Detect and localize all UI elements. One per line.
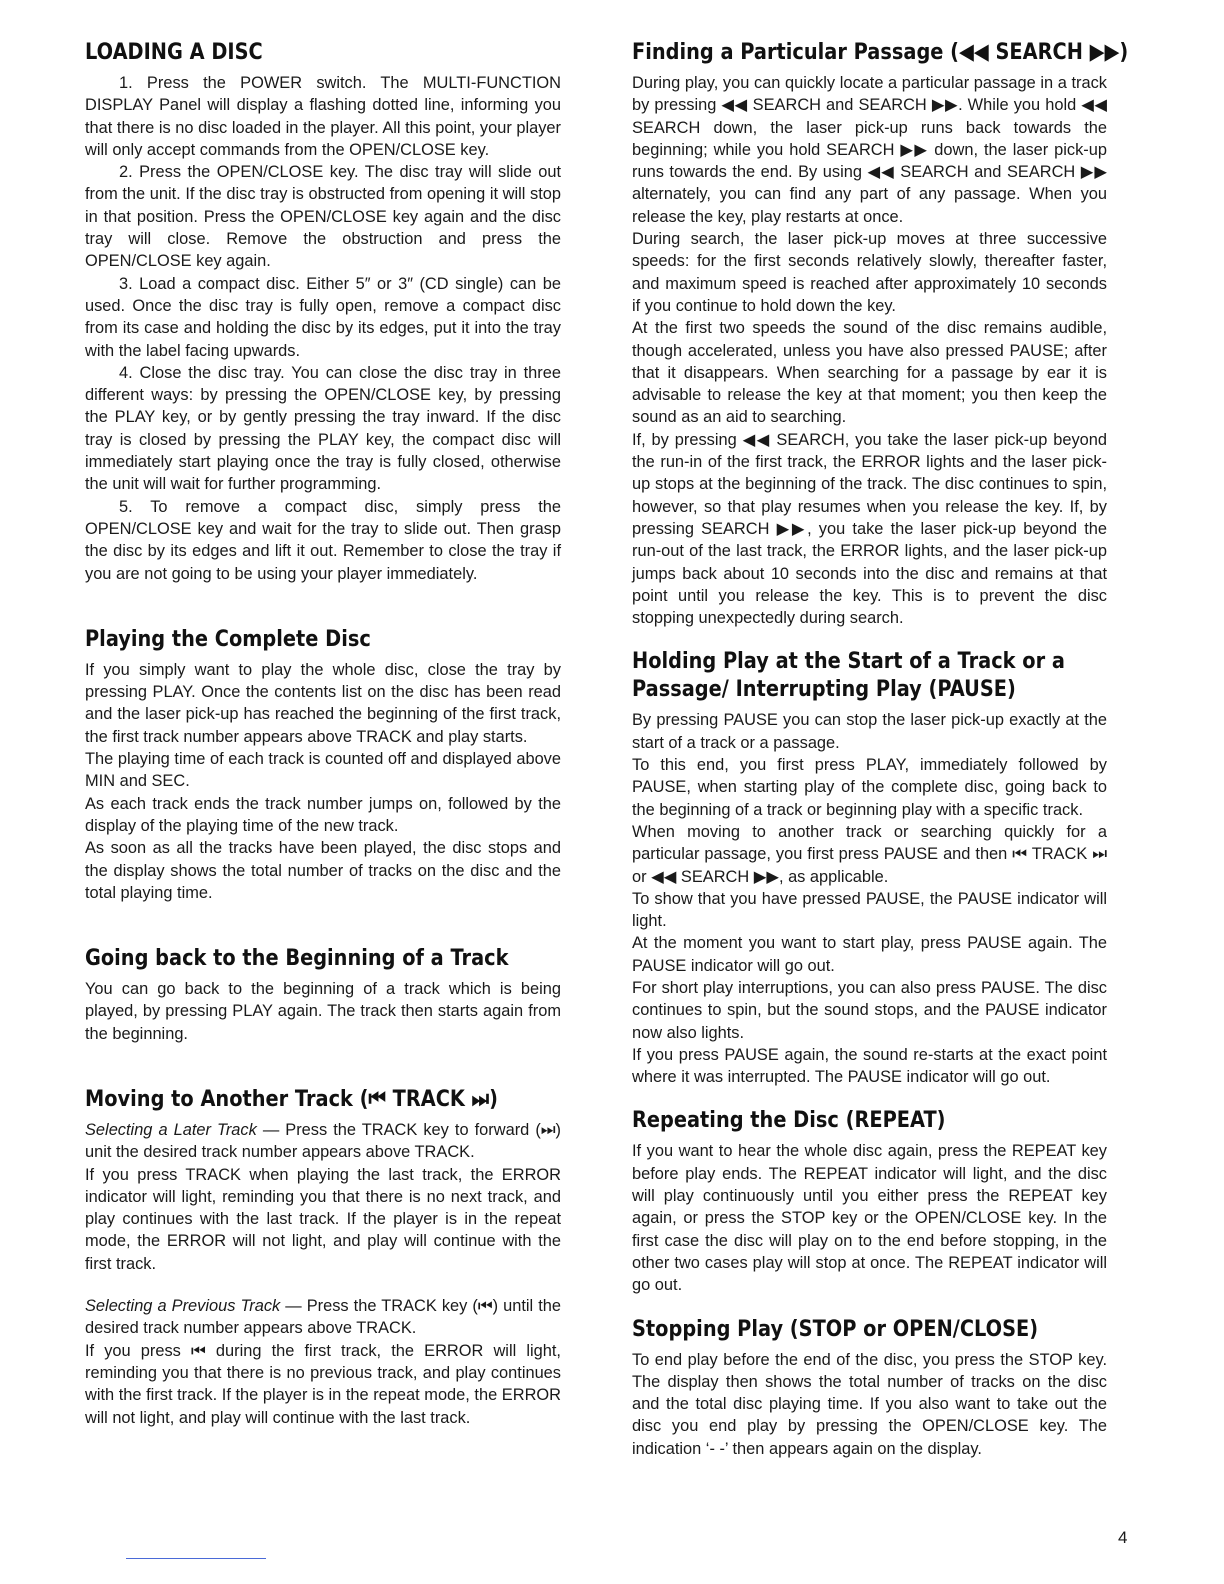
paragraph: If, by pressing ◀◀ SEARCH, you take the laser pick-up beyond the run-in of the first track, the ERROR lights and the laser pick-up stops at the beginning of the track. The disc continues to spin, however, so that play resumes when you release the key. If, by pressing SEARCH ▶▶, you take the laser pick-up beyond the run-out of the last track, the ERROR lights, and the laser pick-up jumps back about 10 seconds into the disc and remains at that point until you release the key. This is to prevent the disc stopping unexpectedly during search.	[632, 430, 1107, 628]
section-moving-track	[85, 1085, 561, 1429]
paragraph: 2. Press the OPEN/CLOSE key. The disc tray will slide out from the unit. If the disc tray is obstructed from opening it will stop in that position. Press the OPEN/CLOSE key again and the disc tray will close. Remove the obstruction and press the OPEN/CLOSE key again.	[85, 163, 561, 271]
paragraph: If you press ⏮ during the first track, the ERROR will light, reminding you that there is no previous track, and play continues with the first track. If the player is in the repeat mode, the ERROR will not light, and play will continue with the last track.	[85, 1341, 561, 1427]
footer-rule	[126, 1558, 266, 1559]
section-playing-complete-disc	[85, 625, 561, 904]
right-column	[632, 38, 1129, 1460]
paragraph: If you want to hear the whole disc again, press the REPEAT key before play ends. The REPEAT indicator will light, and the disc will play continuously until you either press the REPEAT key again, or press the STOP key or the OPEN/CLOSE key. In the first case the disc will play on to the end before stopping, in the other two cases play will stop at once. The REPEAT indicator will go out.	[632, 1142, 1107, 1295]
paragraph: At the moment you want to start play, press PAUSE again. The PAUSE indicator will go out.	[632, 934, 1107, 975]
heading-stop: Stopping Play (STOP or OPEN/CLOSE)	[632, 1315, 1039, 1342]
paragraph: To end play before the end of the disc, you press the STOP key. The display then shows the total number of tracks on the disc and the total disc playing time. If you also want to take out the disc you end play by pressing the OPEN/CLOSE key. The indication ‘- -’ then appears again on the display.	[632, 1350, 1107, 1458]
paragraph: During search, the laser pick-up moves at three successive speeds: for the first seconds relatively slowly, thereafter faster, and maximum speed is reached after approximately 10 seconds if you continue to hold down the key.	[632, 230, 1107, 315]
paragraph: When moving to another track or searching quickly for a particular passage, you first press PAUSE and then ⏮ TRACK ⏭ or ◀◀ SEARCH ▶▶, as applicable.	[632, 822, 1107, 886]
paragraph: To show that you have pressed PAUSE, the PAUSE indicator will light.	[632, 889, 1107, 931]
section-pause	[632, 647, 1107, 1088]
section-search	[632, 38, 1129, 629]
section-loading-a-disc	[85, 38, 561, 585]
paragraph-text: — Press the TRACK key to forward (⏭) unit the desired track number appears above TRACK.	[85, 1120, 561, 1162]
paragraph: By pressing PAUSE you can stop the laser pick-up exactly at the start of a track or a passage.	[632, 711, 1107, 752]
paragraph: At the first two speeds the sound of the disc remains audible, though accelerated, unless you have also pressed PAUSE; after that it disappears. When searching for a passage by ear it is advisable to release the key at that moment; you then keep the sound as an aid to searching.	[632, 319, 1107, 427]
paragraph	[85, 1295, 561, 1340]
heading-playing-complete-disc: Playing the Complete Disc	[85, 625, 371, 652]
subheading-later-track: Selecting a Later Track	[85, 1120, 257, 1139]
paragraph: 1. Press the POWER switch. The MULTI-FUNCTION DISPLAY Panel will display a flashing dotted line, informing you that there is no disc loaded in the player. All this point, your player will only accept commands from the OPEN/CLOSE key.	[85, 74, 561, 159]
left-column	[85, 38, 561, 1429]
paragraph: If you press TRACK when playing the last track, the ERROR indicator will light, reminding you that there is no next track, and play continues with the last track. If the player is in the repeat mode, the ERROR will not light, and play will continue with the first track.	[85, 1165, 561, 1273]
paragraph: As soon as all the tracks have been played, the disc stops and the display shows the total number of tracks on the disc and the total playing time.	[85, 839, 561, 902]
heading-moving-track: Moving to Another Track (⏮ TRACK ⏭)	[85, 1085, 498, 1112]
paragraph: You can go back to the beginning of a track which is being played, by pressing PLAY again. The track then starts again from the beginning.	[85, 980, 561, 1043]
paragraph	[85, 1119, 561, 1164]
paragraph: If you press PAUSE again, the sound re-starts at the exact point where it was interrupted. The PAUSE indicator will go out.	[632, 1045, 1107, 1087]
section-going-back	[85, 944, 561, 1045]
section-stop	[632, 1315, 1107, 1460]
page-number: 4	[1118, 1528, 1128, 1547]
paragraph: 5. To remove a compact disc, simply press the OPEN/CLOSE key and wait for the tray to slide out. Then grasp the disc by its edges and lift it out. Remember to close the tray if you are not going to be using your player immediately.	[85, 497, 561, 583]
heading-search: Finding a Particular Passage (◀◀ SEARCH ▶▶)	[632, 39, 1129, 65]
section-repeat	[632, 1106, 1107, 1296]
paragraph: 4. Close the disc tray. You can close the disc tray in three different ways: by pressing the OPEN/CLOSE key, by pressing the PLAY key, or by gently pressing the tray inward. If the disc tray is closed by pressing the PLAY key, the compact disc will immediately start playing once the tray is fully closed, otherwise the unit will wait for further programming.	[85, 363, 561, 494]
paragraph: If you simply want to play the whole disc, close the tray by pressing PLAY. Once the contents list on the disc has been read and the laser pick-up has reached the beginning of the first track, the first track number appears above TRACK and play starts.	[85, 660, 561, 746]
heading-repeat: Repeating the Disc (REPEAT)	[632, 1107, 946, 1134]
paragraph: For short play interruptions, you can also press PAUSE. The disc continues to spin, but the sound stops, and the PAUSE indicator now also lights.	[632, 978, 1107, 1042]
paragraph: During play, you can quickly locate a particular passage in a track by pressing ◀◀ SEARCH and SEARCH ▶▶. While you hold ◀◀ SEARCH down, the laser pick-up runs back towards the beginning; while you hold SEARCH ▶▶ down, the laser pick-up runs towards the end. By using ◀◀ SEARCH and SEARCH ▶▶ alternately, you can find any part of any passage. When you release the key, play restarts at once.	[632, 74, 1107, 226]
heading-pause: Holding Play at the Start of a Track or a Passage/ Interrupting Play (PAUSE)	[632, 648, 1065, 703]
heading-going-back: Going back to the Beginning of a Track	[85, 945, 509, 972]
subheading-previous-track: Selecting a Previous Track	[85, 1297, 281, 1316]
paragraph: As each track ends the track number jumps on, followed by the display of the playing time of the new track.	[85, 794, 561, 835]
paragraph-text: — Press the TRACK key (⏮) until the desired track number appears above TRACK.	[85, 1297, 561, 1338]
paragraph: To this end, you first press PLAY, immediately followed by PAUSE, when starting play of the complete disc, going back to the beginning of a track or beginning play with a specific track.	[632, 756, 1107, 819]
paragraph: The playing time of each track is counted off and displayed above MIN and SEC.	[85, 750, 561, 791]
paragraph: 3. Load a compact disc. Either 5″ or 3″ (CD single) can be used. Once the disc tray is fully open, remove a compact disc from its case and holding the disc by its edges, put it into the tray with the label facing upwards.	[85, 274, 561, 360]
heading-loading-a-disc: LOADING A DISC	[85, 39, 263, 65]
